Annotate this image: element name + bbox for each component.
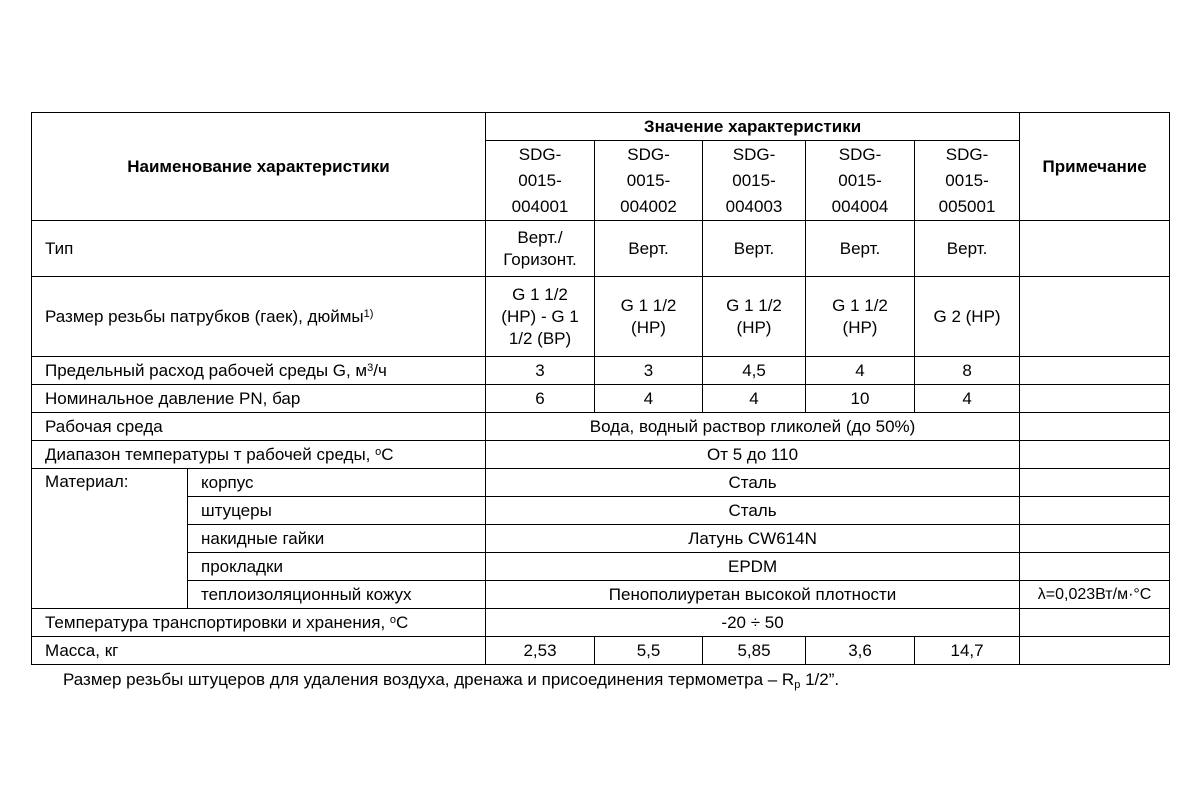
header-model-3: SDG- 0015- 004003	[703, 141, 806, 221]
row-thread-value-4: G 1 1/2 (НР)	[806, 277, 915, 357]
row-pressure-value-4: 10	[806, 385, 915, 413]
row-thread-value-1: G 1 1/2 (НР) - G 1 1/2 (ВР)	[486, 277, 595, 357]
row-thread-note	[1020, 277, 1170, 357]
row-thread-value-3: G 1 1/2 (НР)	[703, 277, 806, 357]
row-pressure-note	[1020, 385, 1170, 413]
row-temp-range	[32, 441, 1170, 469]
row-medium-note	[1020, 413, 1170, 441]
footnote: Размер резьбы штуцеров для удаления воздуха, дренажа и присоединения термометра – $R_p$ 1/2”.	[63, 670, 840, 691]
row-flow-label: Предельный расход рабочей среды G, $м^3/ч$	[32, 357, 486, 385]
row-thread	[32, 277, 1170, 357]
header-model-1: SDG- 0015- 004001	[486, 141, 595, 221]
header-note-column: Примечание	[1020, 113, 1170, 221]
material-item-note	[1020, 469, 1170, 497]
row-mass-value-1: 2,53	[486, 637, 595, 665]
material-item-name: корпус	[188, 469, 486, 497]
row-mass-value-4: 3,6	[806, 637, 915, 665]
row-flow-value-2: 3	[595, 357, 703, 385]
row-pressure	[32, 385, 1170, 413]
material-item-value: Латунь CW614N	[486, 525, 1020, 553]
material-item-note	[1020, 553, 1170, 581]
row-flow-value-4: 4	[806, 357, 915, 385]
header-name-column: Наименование характеристики	[32, 113, 486, 221]
row-mass	[32, 637, 1170, 665]
row-pressure-value-3: 4	[703, 385, 806, 413]
row-thread-label: Размер резьбы патрубков (гаек), дюймы$^{1)}$	[32, 277, 486, 357]
row-mass-label: Масса, кг	[32, 637, 486, 665]
material-item-note	[1020, 525, 1170, 553]
material-item-value: Пенополиуретан высокой плотности	[486, 581, 1020, 609]
row-temp-range-note	[1020, 441, 1170, 469]
header-model-4: SDG- 0015- 004004	[806, 141, 915, 221]
row-transport-temp-value: -20 ÷ 50	[486, 609, 1020, 637]
row-flow-value-3: 4,5	[703, 357, 806, 385]
row-material-body	[32, 469, 1170, 497]
material-item-name: прокладки	[188, 553, 486, 581]
material-item-name: накидные гайки	[188, 525, 486, 553]
row-material-gaskets	[32, 553, 1170, 581]
row-temp-range-label: Диапазон температуры т рабочей среды, $^о$С	[32, 441, 486, 469]
row-mass-value-3: 5,85	[703, 637, 806, 665]
row-flow-value-1: 3	[486, 357, 595, 385]
row-medium-value: Вода, водный раствор гликолей (до 50%)	[486, 413, 1020, 441]
row-transport-temp-label: Температура транспортировки и хранения, $^о$С	[32, 609, 486, 637]
row-material-fittings	[32, 497, 1170, 525]
row-type-value-2: Верт.	[595, 221, 703, 277]
row-material-nuts	[32, 525, 1170, 553]
header-value-group: Значение характеристики	[486, 113, 1020, 141]
row-type	[32, 221, 1170, 277]
material-item-note	[1020, 497, 1170, 525]
row-pressure-value-2: 4	[595, 385, 703, 413]
row-mass-value-2: 5,5	[595, 637, 703, 665]
row-flow	[32, 357, 1170, 385]
row-material-label: Материал:	[32, 469, 188, 609]
spec-table	[31, 112, 1170, 665]
row-pressure-value-5: 4	[915, 385, 1020, 413]
footnote-mark: 1)	[363, 307, 374, 320]
row-type-value-3: Верт.	[703, 221, 806, 277]
row-medium	[32, 413, 1170, 441]
header-model-2: SDG- 0015- 004002	[595, 141, 703, 221]
row-type-value-4: Верт.	[806, 221, 915, 277]
material-item-value: EPDM	[486, 553, 1020, 581]
row-mass-note	[1020, 637, 1170, 665]
row-flow-note	[1020, 357, 1170, 385]
row-transport-temp-note	[1020, 609, 1170, 637]
header-model-5: SDG- 0015- 005001	[915, 141, 1020, 221]
material-item-note: λ=0,023Вт/м·°С	[1020, 581, 1170, 609]
row-pressure-value-1: 6	[486, 385, 595, 413]
row-medium-label: Рабочая среда	[32, 413, 486, 441]
row-temp-range-value: От 5 до 110	[486, 441, 1020, 469]
row-thread-value-2: G 1 1/2 (НР)	[595, 277, 703, 357]
material-item-name: теплоизоляционный кожух	[188, 581, 486, 609]
material-item-name: штуцеры	[188, 497, 486, 525]
row-pressure-label: Номинальное давление PN, бар	[32, 385, 486, 413]
row-mass-value-5: 14,7	[915, 637, 1020, 665]
row-type-note	[1020, 221, 1170, 277]
material-item-value: Сталь	[486, 469, 1020, 497]
row-flow-value-5: 8	[915, 357, 1020, 385]
row-thread-value-5: G 2 (НР)	[915, 277, 1020, 357]
material-item-value: Сталь	[486, 497, 1020, 525]
row-type-value-1: Верт./ Горизонт.	[486, 221, 595, 277]
row-type-label: Тип	[32, 221, 486, 277]
row-type-value-5: Верт.	[915, 221, 1020, 277]
row-transport-temp	[32, 609, 1170, 637]
row-material-insulation	[32, 581, 1170, 609]
